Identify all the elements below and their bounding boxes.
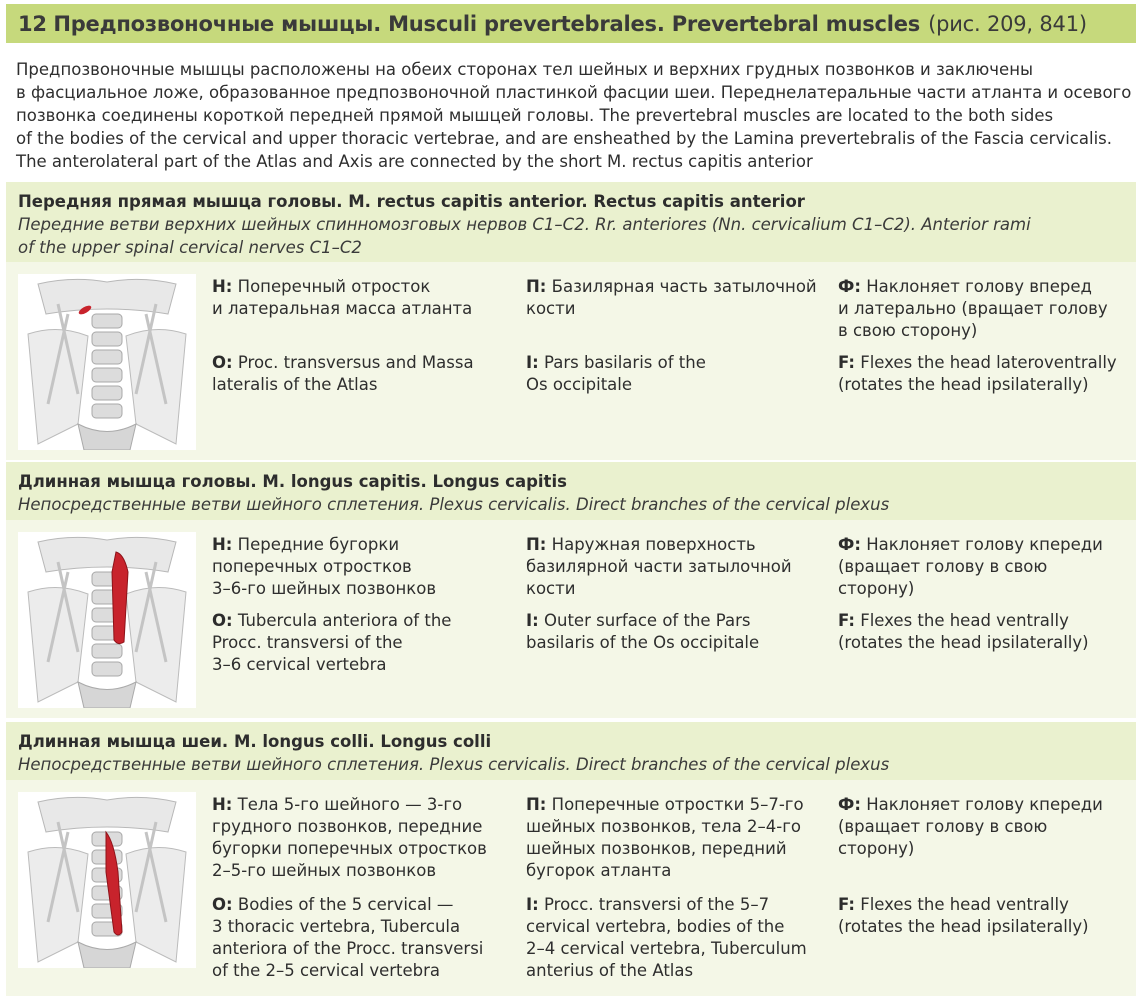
insertion-en — [526, 610, 831, 654]
insertion-text: базилярной части затылочной — [526, 557, 792, 576]
section-title: Длинная мышца шеи. M. longus colli. Longus colli — [18, 732, 492, 751]
insertion-text: anterius of the Atlas — [526, 961, 694, 980]
neck-anatomy-illustration — [18, 274, 196, 450]
function-label: Ф: — [838, 535, 861, 554]
origin-text: бугорки поперечных отростков — [212, 839, 487, 858]
figure-reference: (рис. 209, 841) — [928, 11, 1087, 36]
origin-label: O: — [212, 611, 233, 630]
function-text: Flexes the head ventrally — [860, 611, 1069, 630]
function-label: Ф: — [838, 277, 861, 296]
insertion-text: кости — [526, 579, 576, 598]
origin-text: грудного позвонков, передние — [212, 817, 483, 836]
function-text: Flexes the head ventrally — [860, 895, 1069, 914]
origin-text: 3–6 cervical vertebra — [212, 655, 387, 674]
intro-line: The anterolateral part of the Atlas and Axis are connected by the short M. rectus capitis anterior — [16, 152, 813, 171]
function-label: F: — [838, 611, 855, 630]
insertion-text: Поперечные отростки 5–7-го — [551, 795, 804, 814]
function-text: Наклоняет голову кпереди — [866, 795, 1103, 814]
origin-text: Передние бугорки — [237, 535, 400, 554]
neck-anatomy-illustration — [18, 792, 196, 968]
origin-text: и латеральная масса атланта — [212, 299, 473, 318]
insertion-label: I: — [526, 895, 539, 914]
section-body-rectus-capitis-anterior — [6, 262, 1136, 460]
function-text: в свою сторону) — [838, 321, 978, 340]
insertion-ru — [526, 794, 831, 882]
origin-text: поперечных отростков — [212, 557, 412, 576]
insertion-ru — [526, 276, 831, 320]
origin-ru — [212, 276, 512, 320]
insertion-en — [526, 352, 831, 396]
origin-text: 2–5-го шейных позвонков — [212, 861, 437, 880]
insertion-label: П: — [526, 535, 547, 554]
innervation-line: Передние ветви верхних шейных спинномозговых нервов C1–C2. Rr. anteriores (Nn. cervicalium C1–C2). Anterior rami — [18, 215, 1031, 234]
origin-text: Поперечный отросток — [237, 277, 431, 296]
function-text: Flexes the head lateroventrally — [860, 353, 1117, 372]
insertion-text: бугорок атланта — [526, 861, 672, 880]
origin-text: of the 2–5 cervical vertebra — [212, 961, 441, 980]
function-text: Наклоняет голову вперед — [866, 277, 1092, 296]
innervation-line: Непосредственные ветви шейного сплетения. Plexus cervicalis. Direct branches of the cervical plexus — [18, 495, 890, 514]
insertion-text: 2–4 cervical vertebra, Tuberculum — [526, 939, 807, 958]
title-text: Предпозвоночные мышцы. Musculi prevertebrales. Prevertebral muscles — [53, 11, 921, 36]
origin-ru — [212, 534, 512, 600]
origin-text: 3–6-го шейных позвонков — [212, 579, 437, 598]
section-title: Передняя прямая мышца головы. M. rectus capitis anterior. Rectus capitis anterior — [18, 192, 805, 211]
section-body-longus-colli — [6, 780, 1136, 996]
origin-en — [212, 894, 512, 982]
insertion-text: Outer surface of the Pars — [544, 611, 751, 630]
function-label: Ф: — [838, 795, 861, 814]
function-text: сторону) — [838, 839, 915, 858]
section-header-longus-capitis — [6, 462, 1136, 520]
origin-text: 3 thoracic vertebra, Tubercula — [212, 917, 461, 936]
insertion-text: cervical vertebra, bodies of the — [526, 917, 785, 936]
function-text: (вращает голову в свою — [838, 557, 1048, 576]
origin-label: O: — [212, 895, 233, 914]
function-text: (rotates the head ipsilaterally) — [838, 375, 1089, 394]
page-title — [6, 4, 1136, 43]
innervation-line: Непосредственные ветви шейного сплетения. Plexus cervicalis. Direct branches of the cervical plexus — [18, 755, 890, 774]
insertion-en — [526, 894, 831, 982]
origin-label: Н: — [212, 535, 233, 554]
section-number: 12 — [18, 11, 47, 36]
origin-text: lateralis of the Atlas — [212, 375, 378, 394]
insertion-text: Os occipitale — [526, 375, 633, 394]
innervation-line: of the upper spinal cervical nerves C1–C2 — [18, 238, 362, 257]
function-en — [838, 894, 1132, 938]
section-body-longus-capitis — [6, 520, 1136, 718]
insertion-text: Procc. transversi of the 5–7 — [544, 895, 770, 914]
intro-line: позвонка соединены короткой передней прямой мышцей головы. The prevertebral muscles are located to the both sides — [16, 106, 1054, 125]
insertion-text: шейных позвонков, передний — [526, 839, 787, 858]
origin-label: Н: — [212, 277, 233, 296]
origin-text: Proc. transversus and Massa — [237, 353, 474, 372]
function-text: сторону) — [838, 579, 915, 598]
intro-line: Предпозвоночные мышцы расположены на обеих сторонах тел шейных и верхних грудных позвонков и заключены — [16, 60, 1034, 79]
function-text: Наклоняет голову кпереди — [866, 535, 1103, 554]
origin-text: Bodies of the 5 cervical — — [237, 895, 454, 914]
origin-en — [212, 352, 512, 396]
insertion-label: П: — [526, 795, 547, 814]
function-ru — [838, 276, 1132, 342]
insertion-text: Pars basilaris of the — [544, 353, 706, 372]
origin-text: Tubercula anteriora of the — [237, 611, 452, 630]
insertion-label: П: — [526, 277, 547, 296]
origin-ru — [212, 794, 512, 882]
function-label: F: — [838, 895, 855, 914]
function-en — [838, 610, 1132, 654]
insertion-label: I: — [526, 353, 539, 372]
insertion-text: basilaris of the Os occipitale — [526, 633, 760, 652]
origin-text: Тела 5-го шейного — 3-го — [237, 795, 463, 814]
origin-en — [212, 610, 512, 676]
origin-label: Н: — [212, 795, 233, 814]
origin-text: Procc. transversi of the — [212, 633, 403, 652]
origin-label: O: — [212, 353, 233, 372]
function-en — [838, 352, 1132, 396]
insertion-label: I: — [526, 611, 539, 630]
section-title: Длинная мышца головы. M. longus capitis. Longus capitis — [18, 472, 567, 491]
insertion-ru — [526, 534, 831, 600]
insertion-text: Базилярная часть затылочной — [551, 277, 817, 296]
insertion-text: Наружная поверхность — [551, 535, 756, 554]
function-text: (rotates the head ipsilaterally) — [838, 633, 1089, 652]
neck-anatomy-illustration — [18, 532, 196, 708]
function-label: F: — [838, 353, 855, 372]
function-text: (rotates the head ipsilaterally) — [838, 917, 1089, 936]
function-text: и латерально (вращает голову — [838, 299, 1108, 318]
function-ru — [838, 794, 1132, 860]
section-header-longus-colli — [6, 722, 1136, 780]
origin-text: anteriora of the Procc. transversi — [212, 939, 484, 958]
section-header-rectus-capitis-anterior — [6, 182, 1136, 262]
intro-line: в фасциальное ложе, образованное предпозвоночной пластинкой фасции шеи. Переднелатеральные части атланта и осевого — [16, 83, 1132, 102]
insertion-text: кости — [526, 299, 576, 318]
intro-paragraph — [16, 58, 1134, 173]
insertion-text: шейных позвонков, тела 2–4-го — [526, 817, 801, 836]
function-text: (вращает голову в свою — [838, 817, 1048, 836]
function-ru — [838, 534, 1132, 600]
intro-line: of the bodies of the cervical and upper thoracic vertebrae, and are ensheathed by the Lamina prevertebralis of the Fascia cervicalis. — [16, 129, 1113, 148]
